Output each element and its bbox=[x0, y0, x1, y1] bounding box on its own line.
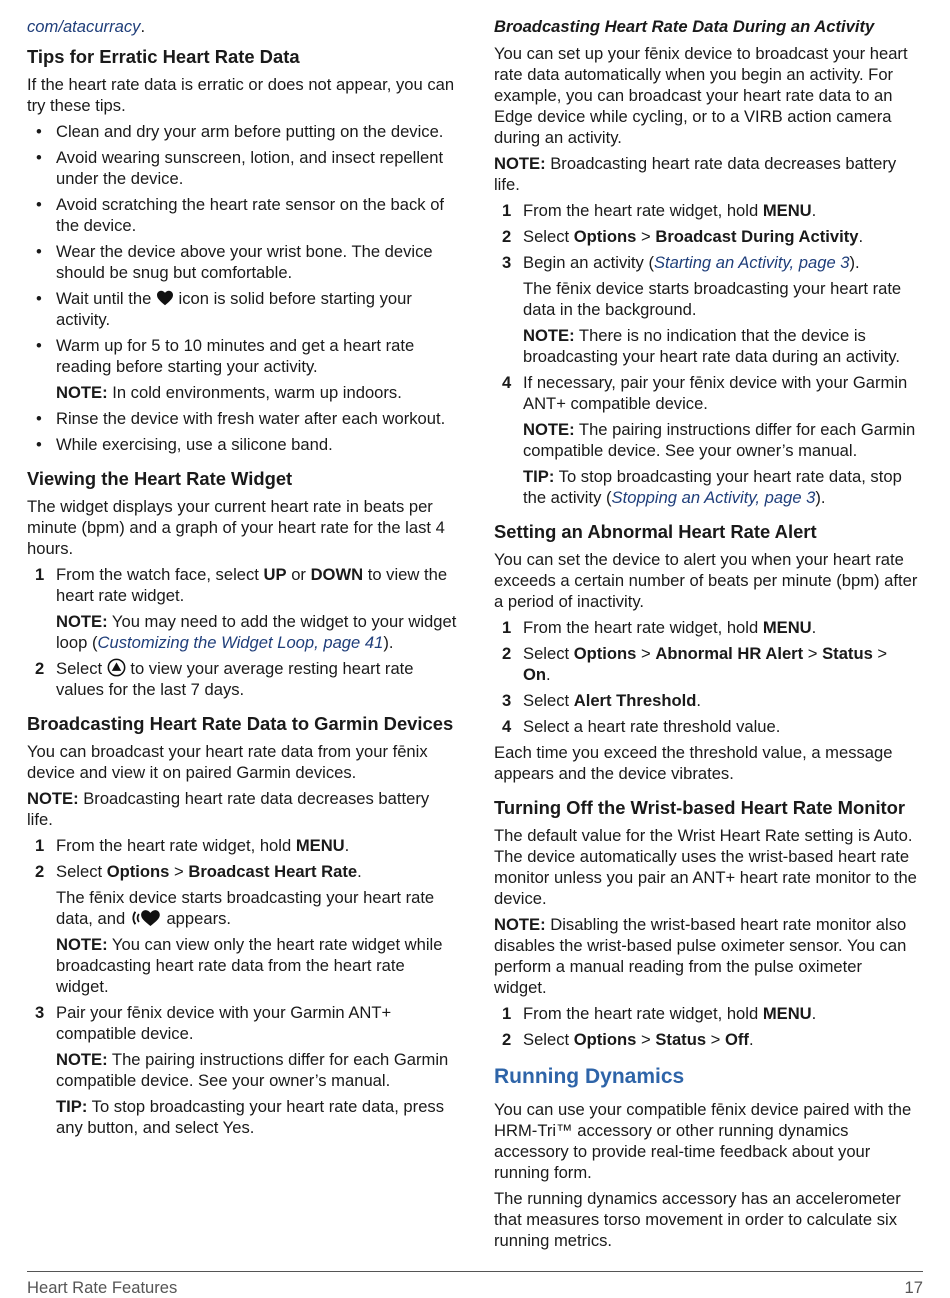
note: NOTE: The pairing instructions differ for each Garmin compatible device. See your owner’s manual. bbox=[523, 420, 916, 460]
list-item: • While exercising, use a silicone band. bbox=[27, 434, 457, 455]
widget-intro: The widget displays your current heart rate in beats per minute (bpm) and a graph of your heart rate for the last 4 hours. bbox=[27, 497, 445, 558]
running-dynamics-intro: You can use your compatible fēnix device paired with the HRM-Tri™ accessory or other running dynamics accessory to provide real-time feedback about your running form. bbox=[494, 1100, 912, 1182]
list-item: • Rinse the device with fresh water after each workout. bbox=[27, 408, 457, 429]
step-result: The fēnix device starts broadcasting your heart rate data in the background. bbox=[523, 279, 902, 319]
list-item: • Wear the device above your wrist bone. The device should be snug but comfortable. bbox=[27, 241, 457, 283]
list-item: 2 Select Options > Abnormal HR Alert > Status > On. bbox=[502, 644, 888, 684]
list-item: • Avoid wearing sunscreen, lotion, and insect repellent under the device. bbox=[27, 147, 457, 189]
garmin-intro: You can broadcast your heart rate data from your fēnix device and view it on paired Garmin devices. bbox=[27, 742, 428, 782]
tips-list bbox=[27, 121, 457, 455]
list-item: 3 Select Alert Threshold. bbox=[502, 691, 701, 710]
note: NOTE: Disabling the wrist-based heart rate monitor also disables the wrist-based pulse oximeter sensor. You can perform a manual reading from the pulse oximeter widget. bbox=[494, 915, 907, 997]
note: NOTE: You may need to add the widget to your widget loop (Customizing the Widget Loop, page 41). bbox=[56, 612, 457, 652]
stopping-activity-link[interactable]: Stopping an Activity, page 3 bbox=[611, 488, 816, 507]
page-number: 17 bbox=[904, 1278, 923, 1297]
note: NOTE: You can view only the heart rate widget while broadcasting heart rate data from the heart rate widget. bbox=[56, 935, 443, 996]
footer-divider bbox=[27, 1271, 923, 1272]
list-item: 2 Select Options > Broadcast During Activity. bbox=[502, 227, 864, 246]
list-item: 4 If necessary, pair your fēnix device with your Garmin ANT+ compatible device. NOTE: The pairing instructions differ for each Garmin compatible device. See your owner’s manual. TIP: To stop broadcasting your heart rate data, stop the activity (Stopping an Activity, page 3). bbox=[494, 372, 919, 508]
step-result: The fēnix device starts broadcasting your heart rate data, and appears. bbox=[56, 888, 435, 928]
list-item: 2 Select Options > Broadcast Heart Rate. The fēnix device starts broadcasting your heart rate data, and appears. NOTE: You can view only the heart rate widget while broadcasting heart rate data from the heart rate widget. bbox=[27, 861, 457, 997]
tip: TIP: To stop broadcasting your heart rate data, stop the activity (Stopping an Activity, page 3). bbox=[523, 467, 902, 507]
accuracy-link[interactable]: com/atacurracy bbox=[27, 17, 141, 36]
starting-activity-link[interactable]: Starting an Activity, page 3 bbox=[653, 253, 850, 272]
list-item: 1 From the heart rate widget, hold MENU. bbox=[502, 1004, 817, 1023]
note: NOTE: The pairing instructions differ for each Garmin compatible device. See your owner’s manual. bbox=[56, 1050, 449, 1090]
list-item: 1 From the heart rate widget, hold MENU. bbox=[35, 836, 350, 855]
continued-link-paragraph: com/atacurracy. bbox=[27, 17, 146, 36]
widget-steps bbox=[27, 564, 457, 700]
activity-heading: Broadcasting Heart Rate Data During an Activity bbox=[494, 17, 875, 36]
left-column bbox=[27, 16, 457, 1143]
list-item: 2 Select Options > Status > Off. bbox=[502, 1030, 754, 1049]
list-item: 2 Select to view your average resting heart rate values for the last 7 days. bbox=[35, 659, 414, 699]
note: NOTE: Broadcasting heart rate data decreases battery life. bbox=[494, 154, 897, 194]
activity-intro: You can set up your fēnix device to broadcast your heart rate data automatically when you begin an activity. For example, you can broadcast your heart rate data to an Edge device while cycling, or to a VIRB action camera during an activity. bbox=[494, 44, 908, 147]
widget-heading: Viewing the Heart Rate Widget bbox=[27, 468, 293, 489]
list-item: 4 Select a heart rate threshold value. bbox=[502, 717, 781, 736]
list-item: 1 From the heart rate widget, hold MENU. bbox=[502, 201, 817, 220]
note: NOTE: There is no indication that the device is broadcasting your heart rate data during an activity. bbox=[523, 326, 900, 366]
wrist-steps bbox=[494, 1003, 919, 1050]
list-item: 3 Pair your fēnix device with your Garmin ANT+ compatible device. NOTE: The pairing instructions differ for each Garmin compatible device. See your owner’s manual. TIP: To stop broadcasting your heart rate data, press any button, and select Yes. bbox=[27, 1002, 457, 1138]
list-item: • Warm up for 5 to 10 minutes and get a heart rate reading before starting your activity. NOTE: In cold environments, warm up indoors. bbox=[27, 335, 457, 403]
list-item: 1 From the watch face, select UP or DOWN to view the heart rate widget. NOTE: You may need to add the widget to your widget loop (Customizing the Widget Loop, page 41). bbox=[35, 565, 457, 652]
widget-loop-link[interactable]: Customizing the Widget Loop, page 41 bbox=[97, 633, 384, 652]
garmin-steps bbox=[27, 835, 457, 1138]
alert-outro: Each time you exceed the threshold value, a message appears and the device vibrates. bbox=[494, 743, 893, 783]
alert-heading: Setting an Abnormal Heart Rate Alert bbox=[494, 521, 817, 542]
running-dynamics-accelerometer: The running dynamics accessory has an accelerometer that measures torso movement in order to calculate six running metrics. bbox=[494, 1189, 901, 1250]
broadcast-heart-icon bbox=[130, 909, 162, 927]
wrist-intro: The default value for the Wrist Heart Rate setting is Auto. The device automatically uses the wrist-based heart rate monitor unless you pair an ANT+ heart rate monitor to the device. bbox=[494, 826, 917, 908]
heart-icon bbox=[156, 290, 174, 306]
list-item: • Wait until the icon is solid before starting your activity. bbox=[27, 288, 457, 330]
tips-heading: Tips for Erratic Heart Rate Data bbox=[27, 46, 300, 67]
garmin-heading: Broadcasting Heart Rate Data to Garmin Devices bbox=[27, 713, 454, 734]
wrist-heading: Turning Off the Wrist-based Heart Rate Monitor bbox=[494, 797, 906, 818]
note: NOTE: Broadcasting heart rate data decreases battery life. bbox=[27, 789, 430, 829]
tip: TIP: To stop broadcasting your heart rate data, press any button, and select Yes. bbox=[56, 1097, 445, 1137]
list-item: 1 From the heart rate widget, hold MENU. bbox=[502, 618, 817, 637]
right-column bbox=[494, 16, 919, 1256]
up-button-icon bbox=[107, 658, 126, 677]
footer-section-title: Heart Rate Features bbox=[27, 1278, 178, 1297]
list-item: 3 Begin an activity (Starting an Activity, page 3). The fēnix device starts broadcasting your heart rate data in the background. NOTE: There is no indication that the device is broadcasting your heart rate data during an activity. bbox=[494, 252, 919, 367]
tips-intro: If the heart rate data is erratic or does not appear, you can try these tips. bbox=[27, 75, 455, 115]
running-dynamics-heading: Running Dynamics bbox=[494, 1065, 685, 1088]
note: NOTE: In cold environments, warm up indoors. bbox=[56, 383, 402, 402]
activity-steps bbox=[494, 200, 919, 508]
list-item: • Clean and dry your arm before putting on the device. bbox=[27, 121, 457, 142]
alert-intro: You can set the device to alert you when your heart rate exceeds a certain number of beats per minute (bpm) after a period of inactivity. bbox=[494, 550, 918, 611]
alert-steps bbox=[494, 617, 919, 737]
list-item: • Avoid scratching the heart rate sensor on the back of the device. bbox=[27, 194, 457, 236]
